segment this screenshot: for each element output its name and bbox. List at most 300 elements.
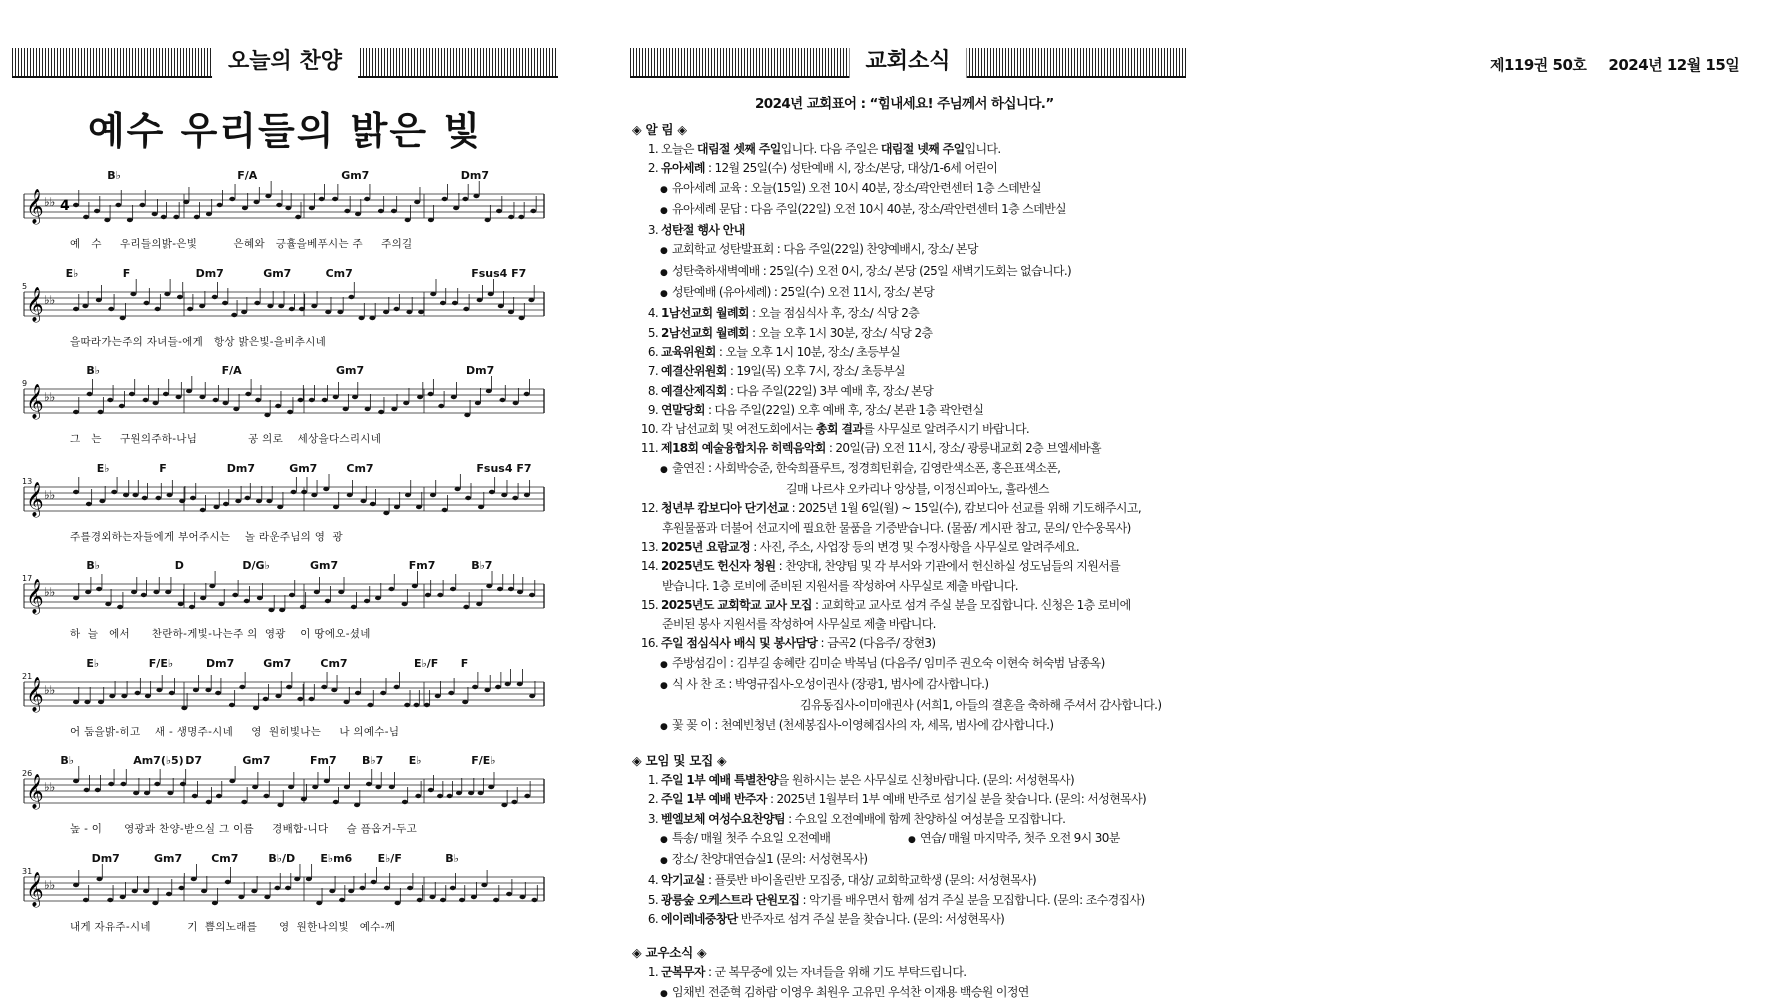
issue-info <box>1490 54 1739 75</box>
note-head <box>505 681 511 685</box>
note-head <box>477 297 483 301</box>
note-head <box>217 203 223 207</box>
chord-symbol: F/A <box>221 364 242 377</box>
note-head <box>344 785 350 789</box>
note-head <box>268 608 274 612</box>
note-head <box>84 788 90 792</box>
note-head <box>405 492 411 496</box>
note-head <box>85 590 91 594</box>
note-head <box>193 687 199 691</box>
note-head <box>254 200 260 204</box>
chord-symbol: B♭7 <box>362 754 384 767</box>
lyric-line: 을따라가는주의 자녀들-에게 항상 밝은빛-을비추시네 <box>70 335 327 348</box>
note-head <box>145 693 151 697</box>
note-head <box>225 879 231 883</box>
alert-item: 2. 유아세례 : 12월 25일(수) 성탄예배 시, 장소/본당, 대상/1-6세 어린이 <box>647 161 998 176</box>
chord-symbol: E♭/F <box>414 656 439 670</box>
staff <box>24 556 544 626</box>
note-head <box>180 782 186 786</box>
note-head <box>428 788 434 792</box>
measure-number: 9 <box>22 379 28 388</box>
note-head <box>347 492 353 496</box>
note-head <box>212 294 218 298</box>
note-head <box>322 398 328 402</box>
treble-clef-icon: 𝄞 <box>26 481 44 517</box>
note-head <box>530 209 536 213</box>
lyric-line: 높 - 이 영광과 찬양-받으실 그 이름 경배합-니다 슬 픔옵거-두고 <box>70 823 418 835</box>
note-head <box>167 791 173 795</box>
note-head <box>229 779 235 783</box>
note-head <box>132 492 138 496</box>
note-head <box>216 794 222 798</box>
alert-item: 11. 제18회 예술융합치유 히렉음악회 : 20일(금) 오전 11시, 장소/ 광릉내교회 2층 브엘세바홀 <box>640 441 1101 456</box>
note-head <box>222 300 228 304</box>
note-head <box>450 587 456 591</box>
note-head <box>96 876 102 880</box>
note-head <box>143 888 149 892</box>
note-head <box>354 803 360 807</box>
note-head <box>233 407 239 411</box>
alert-item: 15. 2025년도 교회학교 교사 모집 : 교회학교 교사로 섬겨 주실 분을 모집합니다. 신청은 1층 로비에 <box>640 597 1131 612</box>
chord-symbol: Cm7 <box>320 656 348 670</box>
note-head <box>528 297 534 301</box>
alert-continuation: 길매 나르샤 오카리나 앙상블, 이정신피아노, 훌라센스 <box>786 482 1049 497</box>
note-head <box>83 897 89 901</box>
alert-sub-item: ● 성탄축하새벽예배 : 25일(수) 오전 0시, 장소/ 본당 (25일 새벽기도회는 없습니다.) <box>660 263 1072 278</box>
note-head <box>108 306 114 310</box>
note-head <box>524 794 530 798</box>
note-head <box>529 593 535 597</box>
note-head <box>499 398 505 402</box>
hymn-title: 예수 우리들의 밝은 빛 <box>87 109 483 153</box>
alert-continuation: 받습니다. 1층 로비에 준비된 지원서를 작성하여 사무실로 제출 바랍니다. <box>662 578 1018 593</box>
note-head <box>316 900 322 904</box>
time-signature-icon: 4 <box>60 198 70 214</box>
note-head <box>133 791 139 795</box>
note-head <box>440 897 446 901</box>
note-head <box>404 702 410 706</box>
note-head <box>331 687 337 691</box>
note-head <box>120 894 126 898</box>
alert-sub-item: ● 유아세례 교육 : 오늘(15일) 오전 10시 40분, 장소/곽안련센터 1층 스데반실 <box>660 180 1041 195</box>
note-head <box>165 590 171 594</box>
chord-symbol: F <box>460 656 469 670</box>
note-head <box>73 699 79 703</box>
note-head <box>275 693 281 697</box>
note-head <box>402 602 408 606</box>
gatherings-title: ◈ 모임 및 모집 ◈ <box>632 752 727 768</box>
note-head <box>339 897 345 901</box>
note-head <box>215 690 221 694</box>
chord-symbol: F/E♭ <box>148 656 174 670</box>
chord-symbol: Dm7 <box>195 266 224 280</box>
note-head <box>371 879 377 883</box>
note-head <box>489 489 495 493</box>
note-head <box>169 690 175 694</box>
chord-symbol: Gm7 <box>310 559 339 572</box>
note-head <box>117 605 123 609</box>
hymn-section-header <box>12 48 558 78</box>
chord-symbol: B♭ <box>107 169 121 182</box>
note-head <box>351 605 357 609</box>
note-head <box>508 215 514 219</box>
staff <box>24 264 544 334</box>
alert-item: 6. 교육위원회 : 오늘 오후 1시 10분, 장소/ 초등부실 <box>647 344 901 359</box>
member-item: 1. 군복무자 : 군 복무중에 있는 자녀들을 위해 기도 부탁드립니다. <box>647 965 967 980</box>
note-head <box>438 404 444 408</box>
note-head <box>311 303 317 307</box>
note-head <box>417 395 423 399</box>
note-head <box>191 876 197 880</box>
note-head <box>333 504 339 508</box>
note-head <box>285 885 291 889</box>
note-head <box>391 407 397 411</box>
music-system <box>24 556 554 651</box>
note-head <box>231 312 237 316</box>
staff <box>24 849 544 919</box>
note-head <box>437 794 443 798</box>
note-head <box>442 507 448 511</box>
note-head <box>448 690 454 694</box>
key-signature-icon: ♭♭ <box>44 390 56 404</box>
note-head <box>309 696 315 700</box>
note-head <box>402 800 408 804</box>
chord-symbol: E♭/F <box>377 851 402 865</box>
note-head <box>391 209 397 213</box>
note-head <box>142 495 148 499</box>
staff <box>24 459 544 529</box>
note-head <box>321 684 327 688</box>
note-head <box>529 693 535 697</box>
chord-symbol: Gm7 <box>336 364 365 377</box>
note-head <box>205 687 211 691</box>
chord-symbol: Fsus4 F7 <box>476 461 532 475</box>
note-head <box>153 401 159 405</box>
note-head <box>274 885 280 889</box>
key-signature-icon: ♭♭ <box>44 877 56 892</box>
lyric-line: 주를경외하는자들에게 부어주시는 놀 라운주님의 영 광 <box>70 530 343 543</box>
note-head <box>239 684 245 688</box>
alert-item: 13. 2025년 요람교정 : 사진, 주소, 사업장 등의 변경 및 수정사항을 사무실로 알려주세요. <box>640 539 1080 554</box>
note-head <box>111 489 117 493</box>
note-head <box>94 209 100 213</box>
note-head <box>476 602 482 606</box>
note-head <box>485 218 491 222</box>
note-head <box>132 888 138 892</box>
note-head <box>518 215 524 219</box>
note-head <box>455 486 461 490</box>
note-head <box>429 894 435 898</box>
note-head <box>375 785 381 789</box>
note-head <box>251 888 257 892</box>
note-head <box>241 309 247 313</box>
alert-sub-item: ● 식 사 찬 조 : 박영규집사-오성이권사 (장광1, 범사에 감사합니다.) <box>660 677 989 692</box>
note-head <box>154 782 160 786</box>
note-head <box>183 200 189 204</box>
note-head <box>451 395 457 399</box>
alert-item: 8. 예결산제직회 : 다음 주일(22일) 3부 예배 후, 장소/ 본당 <box>647 383 934 398</box>
note-head <box>105 602 111 606</box>
issue-date: 2024년 12월 15일 <box>1608 56 1740 74</box>
music-system <box>24 849 554 944</box>
note-head <box>278 303 284 307</box>
measure-number: 5 <box>22 281 28 291</box>
note-head <box>206 800 212 804</box>
gathering-item: 3. 벧엘보체 여성수요찬양팀 : 수요일 오전예배에 함께 찬양하실 여성분을 모집합니다. <box>647 811 1066 826</box>
note-head <box>403 401 409 405</box>
note-head <box>289 593 295 597</box>
chord-symbol: Gm7 <box>154 851 183 865</box>
church-motto: 2024년 교회표어 : “힘내세요! 주님께서 하십니다.” <box>755 96 1054 112</box>
note-head <box>152 212 158 216</box>
chord-symbol: Cm7 <box>325 266 353 280</box>
note-head <box>486 584 492 588</box>
note-head <box>414 702 420 706</box>
chord-symbol: F <box>159 461 167 475</box>
note-head <box>478 791 484 795</box>
note-head <box>370 501 376 505</box>
note-head <box>524 392 530 396</box>
note-head <box>200 596 206 600</box>
chord-symbol: D7 <box>185 754 202 767</box>
key-signature-icon: ♭♭ <box>44 292 56 307</box>
note-head <box>213 398 219 402</box>
note-head <box>82 303 88 307</box>
note-head <box>405 218 411 222</box>
note-head <box>255 398 261 402</box>
note-head <box>131 590 137 594</box>
note-head <box>291 489 297 493</box>
note-head <box>152 900 158 904</box>
note-head <box>109 693 115 697</box>
note-head <box>213 504 219 508</box>
note-head <box>306 876 312 880</box>
note-head <box>177 294 183 298</box>
chord-symbol: B♭ <box>445 851 459 865</box>
note-head <box>437 593 443 597</box>
note-head <box>301 797 307 801</box>
note-head <box>238 894 244 898</box>
chord-symbol: Dm7 <box>206 656 235 670</box>
lyric-line: 하 늘 에서 찬란하-게빛-나는주 의 영광 이 땅에오-셨네 <box>70 628 371 640</box>
note-head <box>200 507 206 511</box>
alert-item: 9. 연말당회 : 다음 주일(22일) 오후 예배 후, 장소/ 본관 1층 곽안련실 <box>647 402 984 417</box>
lyric-line: 내게 자유주-시네 기 쁨의노래를 영 원한나의빛 예수-께 <box>70 920 396 933</box>
note-head <box>450 885 456 889</box>
note-head <box>406 309 412 313</box>
note-head <box>435 693 441 697</box>
note-head <box>164 291 170 295</box>
alert-sub-item: ● 꽃 꽂 이 : 천예빈청년 (천세봉집사-이영혜집사의 자, 세목, 범사에 감사합니다.) <box>660 717 1054 732</box>
note-head <box>87 392 93 396</box>
note-head <box>212 900 218 904</box>
measure-number: 31 <box>22 866 33 876</box>
note-head <box>253 705 259 709</box>
note-head <box>187 306 193 310</box>
note-head <box>229 702 235 706</box>
measure-number: 17 <box>22 574 33 583</box>
chord-symbol: Am7(♭5) <box>133 754 184 767</box>
gathering-sub-item: ● 특송/ 매월 첫주 수요일 오전예배 ● 연습/ 매월 마지막주, 첫주 오전 9시 30분 <box>660 830 1120 845</box>
note-head <box>463 306 469 310</box>
note-head <box>488 291 494 295</box>
note-head <box>453 206 459 210</box>
note-head <box>244 495 250 499</box>
note-head <box>414 200 420 204</box>
chord-symbol: Fm7 <box>408 559 436 572</box>
note-head <box>314 590 320 594</box>
hymn-section-title: 오늘의 찬양 <box>212 46 358 78</box>
note-head <box>83 215 89 219</box>
note-head <box>531 897 537 901</box>
alert-item: 3. 성탄절 행사 안내 <box>647 223 745 238</box>
note-head <box>120 315 126 319</box>
alert-item: 10. 각 남선교회 및 여전도회에서는 총회 결과를 사무실로 알려주시기 바랍니다. <box>640 422 1030 437</box>
note-head <box>394 504 400 508</box>
note-head <box>256 498 262 502</box>
alert-item: 14. 2025년도 헌신자 청원 : 찬양대, 찬양팀 및 각 부서와 기관에서 헌신하실 성도님들의 지원서를 <box>640 559 1121 574</box>
church-news <box>632 120 1192 1002</box>
note-head <box>173 215 179 219</box>
lyric-line: 어 둠을밝-히고 새 - 생명주-시네 영 원히빛나는 나 의예수-님 <box>70 725 400 738</box>
chord-symbol: Gm7 <box>263 266 292 280</box>
note-head <box>176 395 182 399</box>
chord-symbol: D/G♭ <box>242 559 270 572</box>
chord-symbol: B♭ <box>60 754 74 767</box>
note-head <box>199 303 205 307</box>
note-head <box>394 306 400 310</box>
note-head <box>73 596 79 600</box>
note-head <box>383 309 389 313</box>
news-section-title: 교회소식 <box>849 46 966 78</box>
note-head <box>121 693 127 697</box>
note-head <box>99 498 105 502</box>
note-head <box>473 194 479 198</box>
note-head <box>452 300 458 304</box>
chord-symbol: B♭ <box>86 364 100 377</box>
note-head <box>486 389 492 393</box>
note-head <box>166 891 172 895</box>
note-head <box>344 209 350 213</box>
measure-number: 21 <box>22 671 33 681</box>
chord-symbol: B♭ <box>86 559 100 572</box>
note-head <box>332 197 338 201</box>
chord-symbol: Gm7 <box>289 461 318 475</box>
note-head <box>348 888 354 892</box>
chord-symbol: Dm7 <box>91 851 120 865</box>
note-head <box>120 782 126 786</box>
note-head <box>218 602 224 606</box>
note-head <box>266 498 272 502</box>
note-head <box>378 410 384 414</box>
note-head <box>338 590 344 594</box>
issue-number: 제119권 50호 <box>1490 56 1587 74</box>
chord-symbol: E♭ <box>65 266 79 280</box>
treble-clef-icon: 𝄞 <box>26 579 44 614</box>
note-head <box>517 681 523 685</box>
note-head <box>287 410 293 414</box>
note-head <box>417 897 423 901</box>
note-head <box>276 203 282 207</box>
members-title: ◈ 교우소식 ◈ <box>632 945 707 961</box>
note-head <box>430 291 436 295</box>
note-head <box>501 803 507 807</box>
treble-clef-icon: 𝄞 <box>26 384 44 419</box>
note-head <box>178 602 184 606</box>
note-head <box>418 309 424 313</box>
note-head <box>506 891 512 895</box>
note-head <box>267 303 273 307</box>
note-head <box>415 794 421 798</box>
note-head <box>129 392 135 396</box>
note-head <box>95 788 101 792</box>
note-head <box>493 897 499 901</box>
alert-item: 4. 1남선교회 월례회 : 오늘 점심식사 후, 장소/ 식당 2층 <box>647 306 920 321</box>
note-head <box>352 395 358 399</box>
note-head <box>192 794 198 798</box>
note-head <box>163 392 169 396</box>
note-head <box>472 684 478 688</box>
gathering-item: 5. 광릉숲 오케스트라 단원모집 : 악기를 배우면서 함께 섬겨 주실 분을 모집합니다. (문의: 조수경집사) <box>647 892 1145 907</box>
note-head <box>501 492 507 496</box>
note-head <box>384 885 390 889</box>
note-head <box>235 498 241 502</box>
note-head <box>468 791 474 795</box>
note-head <box>412 584 418 588</box>
note-head <box>209 584 215 588</box>
note-head <box>484 687 490 691</box>
note-head <box>73 882 79 886</box>
note-head <box>369 315 375 319</box>
note-head <box>309 206 315 210</box>
note-head <box>456 791 462 795</box>
note-head <box>229 197 235 201</box>
alert-sub-item: ● 교회학교 성탄발표회 : 다음 주일(22일) 찬양예배시, 장소/ 본당 <box>660 242 978 257</box>
chord-symbol: Cm7 <box>346 461 374 475</box>
note-head <box>407 885 413 889</box>
alert-sub-item: ● 유아세례 문답 : 다음 주일(22일) 오전 10시 40분, 장소/곽안련센터 1층 스데반실 <box>660 201 1066 216</box>
note-head <box>394 684 400 688</box>
note-head <box>242 206 248 210</box>
alert-item: 1. 오늘은 대림절 셋째 주일입니다. 다음 주일은 대림절 넷째 주일입니다. <box>647 142 1001 156</box>
note-head <box>367 702 373 706</box>
music-system <box>24 459 554 554</box>
chord-symbol: Gm7 <box>341 169 370 182</box>
note-head <box>265 194 271 198</box>
note-head <box>155 306 161 310</box>
note-head <box>519 315 525 319</box>
staff <box>24 751 544 821</box>
chord-symbol: E♭ <box>408 754 422 767</box>
chord-symbol: E♭ <box>86 656 100 670</box>
note-head <box>355 690 361 694</box>
news-section-header <box>630 48 1186 78</box>
note-head <box>286 684 292 688</box>
note-head <box>319 197 325 201</box>
note-head <box>119 404 125 408</box>
chord-symbol: F/A <box>237 169 258 182</box>
note-head <box>447 794 453 798</box>
note-head <box>388 587 394 591</box>
note-head <box>189 605 195 609</box>
alert-item: 12. 청년부 캄보디아 단기선교 : 2025년 1월 6일(월) ~ 15일(수), 캄보디아 선교를 위해 기도해주시고, <box>640 501 1141 516</box>
note-head <box>264 894 270 898</box>
note-head <box>254 300 260 304</box>
note-head <box>343 407 349 411</box>
note-head <box>107 897 113 901</box>
note-head <box>462 197 468 201</box>
note-head <box>181 705 187 709</box>
